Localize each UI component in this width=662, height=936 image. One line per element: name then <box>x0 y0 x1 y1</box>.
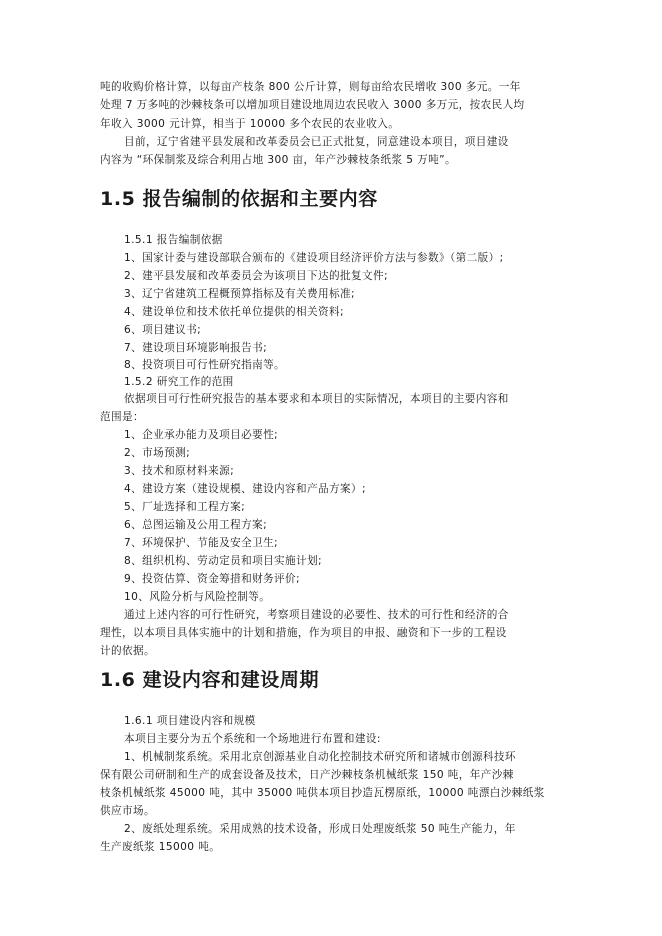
subsection-1-5-1-title: 1.5.1 报告编制依据 <box>124 234 223 246</box>
summary-line-2: 理性，以本项目具体实施中的计划和措施，作为项目的申报、融资和下一步的工程设 <box>100 627 507 639</box>
scope-item: 10、风险分析与风险控制等。 <box>124 591 271 603</box>
intro-line-1: 吨的收购价格计算，以每亩产枝条 800 公斤计算，则每亩给农民增收 300 多元。一年 <box>100 81 521 93</box>
item2-line-1: 2、废纸处理系统。采用成熟的技术设备，形成日处理废纸浆 50 吨生产能力，年 <box>124 823 516 835</box>
basis-item: 1、国家计委与建设部联合颁布的《建设项目经济评价方法与参数》（第二版）; <box>124 252 504 264</box>
basis-item: 7、建设项目环境影响报告书; <box>124 342 268 354</box>
scope-item: 9、投资估算、资金筹措和财务评价; <box>124 573 301 585</box>
scope-item: 2、市场预测; <box>124 447 191 459</box>
scope-item: 7、环境保护、节能及安全卫生; <box>124 537 279 549</box>
subsection-1-6-1-title: 1.6.1 项目建设内容和规模 <box>124 715 256 727</box>
item1-line-1: 1、机械制浆系统。采用北京创源基业自动化控制技术研究所和诸城市创源科技环 <box>124 751 516 763</box>
summary-line-3: 计的依据。 <box>100 645 155 657</box>
section-1-5-heading: 1.5 报告编制的依据和主要内容 <box>100 188 378 210</box>
scope-item: 3、技术和原材料来源; <box>124 465 235 477</box>
scope-item: 6、总图运输及公用工程方案; <box>124 519 268 531</box>
scope-item: 5、厂址选择和工程方案; <box>124 501 246 513</box>
scope-intro-line-1: 依据项目可行性研究报告的基本要求和本项目的实际情况，本项目的主要内容和 <box>124 393 509 405</box>
scope-item: 8、组织机构、劳动定员和项目实施计划; <box>124 555 323 567</box>
basis-item: 8、投资项目可行性研究指南等。 <box>124 359 286 371</box>
intro-line-2: 处理 7 万多吨的沙棘枝条可以增加项目建设地周边农民收入 3000 多万元，按农民人均 <box>100 99 525 111</box>
item1-line-4: 供应市场。 <box>100 805 155 817</box>
intro-line-5: 内容为 “环保制浆及综合利用占地 300 亩，年产沙棘枝条纸浆 5 万吨”。 <box>100 154 457 166</box>
overview-line: 本项目主要分为五个系统和一个场地进行布置和建设: <box>124 733 381 745</box>
intro-line-4: 目前，辽宁省建平县发展和改革委员会已正式批复，同意建设本项目，项目建设 <box>124 136 509 148</box>
basis-item: 6、项目建议书; <box>124 324 202 336</box>
basis-item: 3、辽宁省建筑工程概预算指标及有关费用标准; <box>124 288 355 300</box>
scope-intro-line-2: 范围是： <box>100 411 144 423</box>
item2-line-2: 生产废纸浆 15000 吨。 <box>100 841 221 853</box>
item1-line-2: 保有限公司研制和生产的成套设备及技术，日产沙棘枝条机械纸浆 150 吨，年产沙棘 <box>100 769 514 781</box>
scope-item: 1、企业承办能力及项目必要性; <box>124 429 279 441</box>
intro-line-3: 年收入 3000 元计算，相当于 10000 多个农民的农业收入。 <box>100 118 400 130</box>
section-1-6-heading: 1.6 建设内容和建设周期 <box>100 669 320 691</box>
basis-item: 2、建平县发展和改革委员会为该项目下达的批复文件; <box>124 270 388 282</box>
subsection-1-5-2-title: 1.5.2 研究工作的范围 <box>124 376 234 388</box>
item1-line-3: 枝条机械纸浆 45000 吨，其中 35000 吨供本项目抄造瓦楞原纸，10000 吨漂白沙棘纸浆 <box>100 787 545 799</box>
basis-item: 4、建设单位和技术依托单位提供的相关资料; <box>124 306 344 318</box>
summary-line-1: 通过上述内容的可行性研究，考察项目建设的必要性、技术的可行性和经济的合 <box>124 609 509 621</box>
scope-item: 4、建设方案（建设规模、建设内容和产品方案）; <box>124 483 366 495</box>
